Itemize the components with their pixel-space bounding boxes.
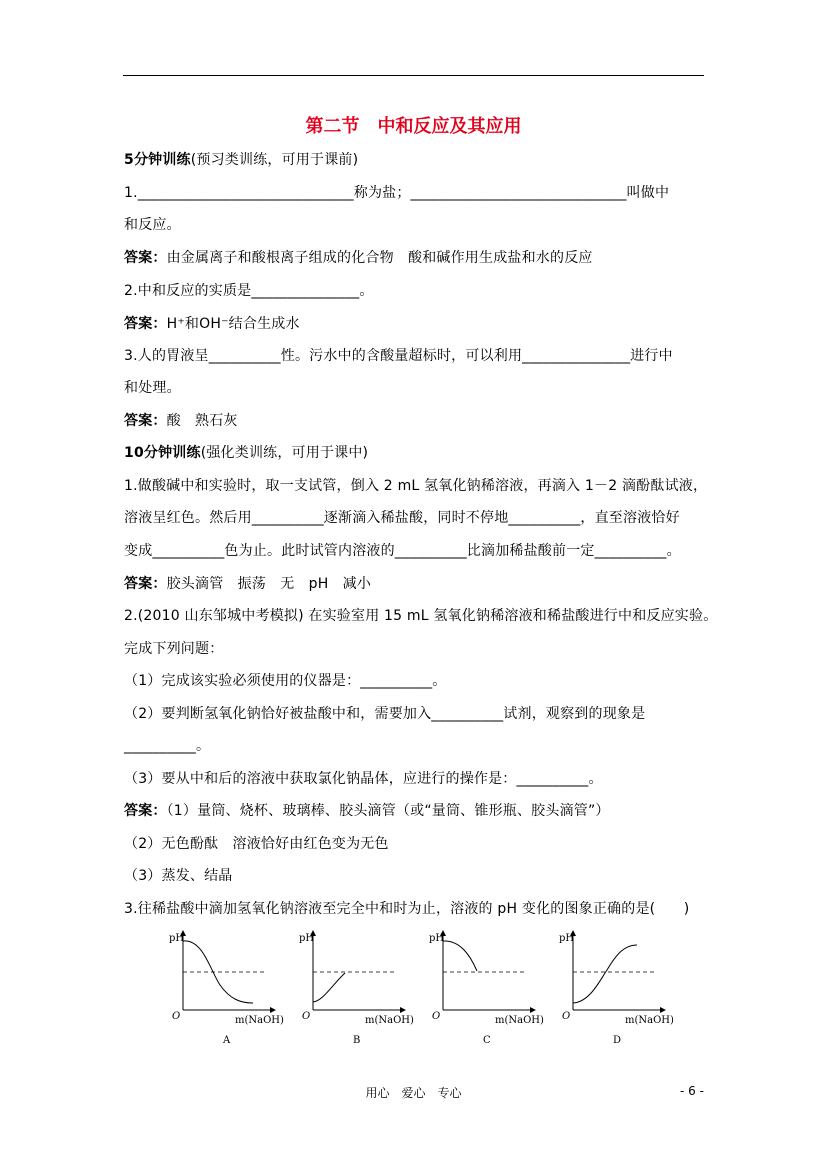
graph-a-origin: O	[172, 1011, 181, 1022]
graph-c-origin: O	[432, 1011, 441, 1022]
problem-2-part-2-cont: __________。	[124, 738, 211, 754]
graph-c-xlabel: m(NaOH)	[495, 1015, 544, 1026]
graph-b-xlabel: m(NaOH)	[365, 1015, 414, 1026]
graph-d	[559, 933, 674, 1046]
problem-2-line-2: 完成下列问题：	[124, 641, 224, 657]
section-heading-2: 10分钟训练(强化类训练，可用于课中)	[124, 445, 369, 461]
ph-graphs-figure	[155, 925, 675, 1050]
graph-c	[429, 933, 544, 1046]
problem-2-answer-3: （3）蒸发、结晶	[124, 868, 233, 884]
section-heading-1: 5分钟训练(预习类训练，可用于课前)	[124, 152, 359, 168]
graph-c-label: C	[483, 1035, 491, 1046]
graph-a-xlabel: m(NaOH)	[235, 1015, 284, 1026]
problem-1-line-3: 变成__________色为止。此时试管内溶液的__________比滴加稀盐酸前一定__________。	[124, 543, 681, 559]
answer-2: 答案：H⁺和OH⁻结合生成水	[124, 316, 300, 332]
question-3-line-2: 和处理。	[124, 380, 181, 396]
question-1-line-1: 1.______________________________称为盐；______________________________叫做中	[124, 185, 670, 201]
problem-1-answer: 答案：胶头滴管 振荡 无 pH 减小	[124, 576, 372, 592]
problem-2-answer-2: （2）无色酚酞 溶液恰好由红色变为无色	[124, 836, 389, 852]
problem-2-answer: 答案：（1）量筒、烧杯、玻璃棒、胶头滴管（或“量筒、锥形瓶、胶头滴管”）	[124, 803, 610, 819]
problem-3: 3.往稀盐酸中滴加氢氧化钠溶液至完全中和时为止，溶液的 pH 变化的图象正确的是( )	[124, 901, 690, 917]
problem-2-part-3: （3）要从中和后的溶液中获取氯化钠晶体，应进行的操作是：__________。	[124, 771, 603, 787]
problem-2-part-1: （1）完成该实验必须使用的仪器是：__________。	[124, 673, 447, 689]
answer-3: 答案：酸 熟石灰	[124, 413, 238, 429]
graph-b-origin: O	[302, 1011, 311, 1022]
graph-c-ylabel: pH	[429, 933, 445, 944]
graph-a-ylabel: pH	[169, 933, 185, 944]
problem-1-line-1: 1.做酸碱中和实验时，取一支试管，倒入 2 mL 氢氧化钠稀溶液，再滴入 1－2 滴酚酞试液，	[124, 478, 708, 494]
header-rule	[123, 75, 704, 76]
answer-1: 答案：由金属离子和酸根离子组成的化合物 酸和碱作用生成盐和水的反应	[124, 250, 593, 266]
graph-b	[299, 933, 414, 1046]
graph-b-ylabel: pH	[299, 933, 315, 944]
page-footer: 用心 爱心 专心	[365, 1086, 462, 1100]
page-title: 第二节 中和反应及其应用	[305, 116, 522, 137]
graph-d-origin: O	[562, 1011, 571, 1022]
problem-2-line-1: 2.(2010 山东邹城中考模拟) 在实验室用 15 mL 氢氧化钠稀溶液和稀盐酸进行中和反应实验。	[124, 608, 718, 624]
graph-d-label: D	[613, 1035, 622, 1046]
problem-2-part-2: （2）要判断氢氧化钠恰好被盐酸中和，需要加入__________试剂，观察到的现象是	[124, 706, 646, 722]
question-1-line-2: 和反应。	[124, 217, 181, 233]
question-2: 2.中和反应的实质是_______________。	[124, 283, 374, 299]
graph-a	[169, 933, 284, 1046]
graph-d-xlabel: m(NaOH)	[625, 1015, 674, 1026]
question-3-line-1: 3.人的胃液呈__________性。污水中的含酸量超标时，可以利用_______________进行中	[124, 348, 673, 364]
problem-1-line-2: 溶液呈红色。然后用__________逐渐滴入稀盐酸，同时不停地__________，直至溶液恰好	[124, 510, 680, 526]
page-number: - 6 -	[680, 1084, 704, 1098]
graph-d-ylabel: pH	[559, 933, 575, 944]
graph-b-label: B	[353, 1035, 361, 1046]
graph-a-label: A	[223, 1035, 231, 1046]
